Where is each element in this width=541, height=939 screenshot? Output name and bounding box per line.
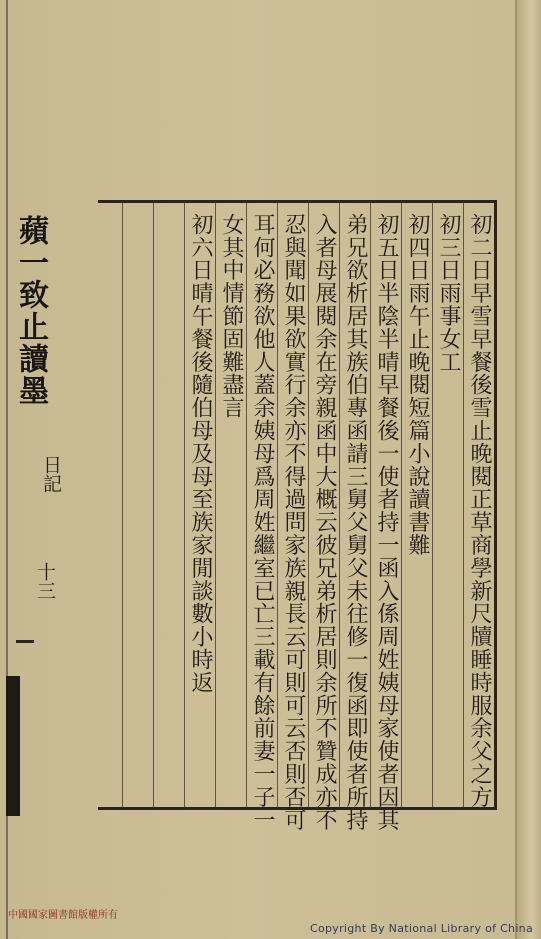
book-title: 蘋一致止讀墨 [13,215,48,407]
column-rule [122,200,123,807]
text-column: 初六日晴午餐後隨伯母及母至族家閒談數小時返 [188,213,213,694]
margin-black-bar [6,676,20,816]
text-column: 耳何必務欲他人蓋余姨母爲周姓繼室已亡三載有餘前妻一子一 [250,213,275,832]
folio-number: 十三 [34,562,56,600]
column-rule [153,200,154,807]
column-rule [370,200,371,807]
text-column: 忍與聞如果欲實行余亦不得過問家族親長云可則可云否則否可 [281,213,306,832]
column-rule [463,200,464,807]
column-rule [277,200,278,807]
column-rule [215,200,216,807]
watermark-right: Copyright By National Library of China [309,922,533,935]
text-column: 初三日雨事女工 [436,213,461,374]
margin-mark [16,640,34,643]
column-rule [184,200,185,807]
watermark-left: 中國國家圖書館版權所有 [8,910,118,921]
page-fold-edge [515,0,541,939]
text-column: 弟兄欲析居其族伯專函請三舅父舅父未往修一復函即使者所持 [343,213,368,832]
column-rule [339,200,340,807]
column-rule [401,200,402,807]
section-label: 日記 [40,455,62,493]
text-column: 入者母展閱余在旁親函中大概云彼兄弟析居則余所不贊成亦不 [312,213,337,832]
text-column: 初五日半陰半晴早餐後一使者持一函入係周姓姨母家使者因其 [374,213,399,832]
text-column: 初四日雨午止晚閱短篇小說讀書難 [405,213,430,557]
text-column: 初二日早雪早餐後雪止晚閱正草商學新尺牘睡時服余父之方 [467,213,492,809]
column-rule [432,200,433,807]
column-rule [246,200,247,807]
column-rule [308,200,309,807]
text-column: 女其中情節固難盡言 [219,213,244,420]
